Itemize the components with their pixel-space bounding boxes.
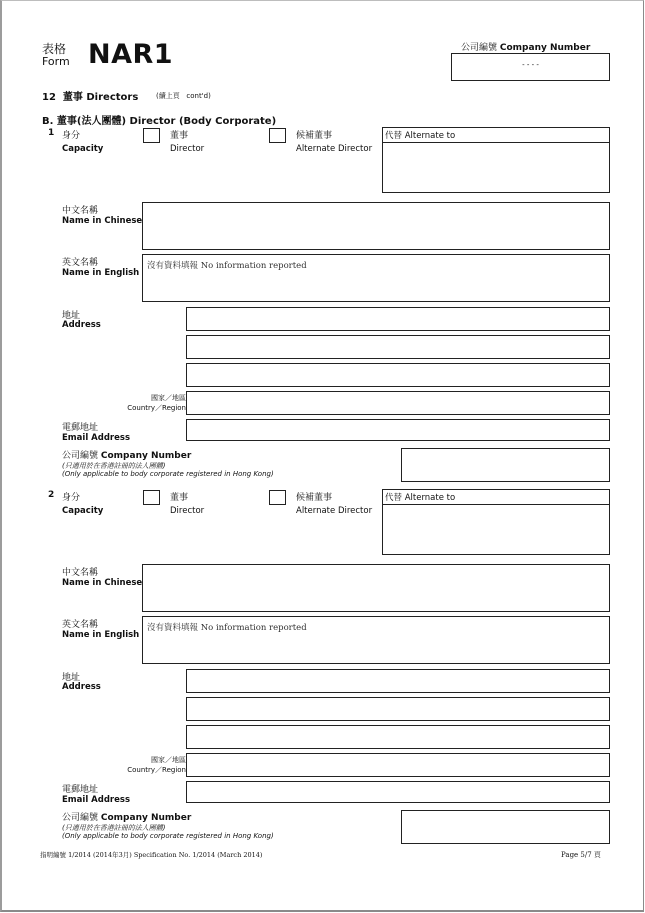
director-label-zh: 董事 xyxy=(170,493,189,503)
name-chinese-label-zh: 中文名稱 xyxy=(62,568,99,578)
director-label-en: Director xyxy=(170,144,205,154)
email-label-en: Email Address xyxy=(62,433,131,443)
director-entry xyxy=(2,363,643,840)
company-number-note-en: (Only applicable to body corporate registered in Hong Kong) xyxy=(62,832,274,840)
name-chinese-label-zh: 中文名稱 xyxy=(62,206,99,216)
email-label-zh: 電郵地址 xyxy=(62,423,99,433)
address-line-1[interactable] xyxy=(186,307,610,331)
name-chinese-field[interactable] xyxy=(142,564,610,612)
country-label-zh: 國家／地區 xyxy=(151,756,186,764)
name-english-field[interactable] xyxy=(142,254,610,302)
entry-company-number-field[interactable] xyxy=(401,810,610,844)
capacity-label-en: Capacity xyxy=(62,144,104,154)
alternate-director-checkbox[interactable] xyxy=(269,128,286,143)
country-label-en: Country／Region xyxy=(127,404,186,412)
country-field[interactable] xyxy=(186,753,610,777)
director-label-zh: 董事 xyxy=(170,131,189,141)
alternate-to-label: 代替 Alternate to xyxy=(385,131,456,141)
name-chinese-label-en: Name in Chinese xyxy=(62,578,143,588)
company-number-note-en: (Only applicable to body corporate registered in Hong Kong) xyxy=(62,470,274,478)
section-title-en: Directors xyxy=(86,92,139,103)
footer-spec: 指明編號 1/2014 (2014年3月) Specification No. 1/2014 (March 2014) xyxy=(40,851,263,859)
section-title-zh: 董事 xyxy=(62,92,83,103)
director-label-en: Director xyxy=(170,506,205,516)
name-english-label-en: Name in English xyxy=(62,630,140,640)
name-english-label-zh: 英文名稱 xyxy=(62,258,99,268)
director-checkbox[interactable] xyxy=(143,128,160,143)
alternate-to-divider xyxy=(383,504,609,505)
director-checkbox[interactable] xyxy=(143,490,160,505)
capacity-label-zh: 身分 xyxy=(62,131,81,141)
name-english-label-zh: 英文名稱 xyxy=(62,620,99,630)
alternate-director-label-en: Alternate Director xyxy=(296,144,373,154)
company-number-value: - - - - xyxy=(522,61,539,69)
address-label-en: Address xyxy=(62,682,101,692)
address-line-2[interactable] xyxy=(186,335,610,359)
address-line-1[interactable] xyxy=(186,669,610,693)
form-code: NAR1 xyxy=(88,39,174,70)
name-english-value: 沒有資料填報 No information reported xyxy=(147,261,307,271)
company-number-note-zh: (只適用於在香港註冊的法人團體) xyxy=(62,462,166,470)
email-field[interactable] xyxy=(186,781,610,803)
director-entry xyxy=(2,1,643,478)
address-line-3[interactable] xyxy=(186,725,610,749)
country-label-zh: 國家／地區 xyxy=(151,394,186,402)
company-number-note-zh: (只適用於在香港註冊的法人團體) xyxy=(62,824,166,832)
form-label-en: Form xyxy=(42,55,70,68)
footer-page: Page 5/7 頁 xyxy=(561,851,601,859)
company-number-label-en: Company Number xyxy=(100,813,192,823)
name-chinese-field[interactable] xyxy=(142,202,610,250)
company-number-label-en: Company Number xyxy=(499,43,591,53)
capacity-label-zh: 身分 xyxy=(62,493,81,503)
company-number-label xyxy=(62,810,191,823)
email-label-zh: 電郵地址 xyxy=(62,785,99,795)
entry-index: 1 xyxy=(48,128,55,138)
company-number-label-zh: 公司編號 xyxy=(62,813,99,823)
section-number: 12 xyxy=(42,92,56,103)
section-contd-zh: (續上頁 xyxy=(156,92,180,100)
address-label-zh: 地址 xyxy=(62,673,81,683)
address-label-zh: 地址 xyxy=(62,311,81,321)
alternate-director-label-zh: 候補董事 xyxy=(296,131,333,141)
company-number-label-zh: 公司編號 xyxy=(461,43,498,53)
alternate-director-label-en: Alternate Director xyxy=(296,506,373,516)
section-contd-en: cont'd) xyxy=(186,92,211,100)
capacity-label-en: Capacity xyxy=(62,506,104,516)
sub-section-title: B. 董事(法人團體) Director (Body Corporate) xyxy=(42,116,277,127)
name-english-label-en: Name in English xyxy=(62,268,140,278)
company-number-label-en: Company Number xyxy=(100,451,192,461)
country-label-en: Country／Region xyxy=(127,766,186,774)
address-line-2[interactable] xyxy=(186,697,610,721)
alternate-director-label-zh: 候補董事 xyxy=(296,493,333,503)
email-label-en: Email Address xyxy=(62,795,131,805)
name-chinese-label-en: Name in Chinese xyxy=(62,216,143,226)
name-english-field[interactable] xyxy=(142,616,610,664)
alternate-to-field[interactable] xyxy=(382,127,610,193)
alternate-to-field[interactable] xyxy=(382,489,610,555)
name-english-value: 沒有資料填報 No information reported xyxy=(147,623,307,633)
address-label-en: Address xyxy=(62,320,101,330)
company-number-label-zh: 公司編號 xyxy=(62,451,99,461)
alternate-to-divider xyxy=(383,142,609,143)
alternate-director-checkbox[interactable] xyxy=(269,490,286,505)
entry-index: 2 xyxy=(48,490,55,500)
alternate-to-label: 代替 Alternate to xyxy=(385,493,456,503)
form-label-zh: 表格 xyxy=(42,42,67,56)
